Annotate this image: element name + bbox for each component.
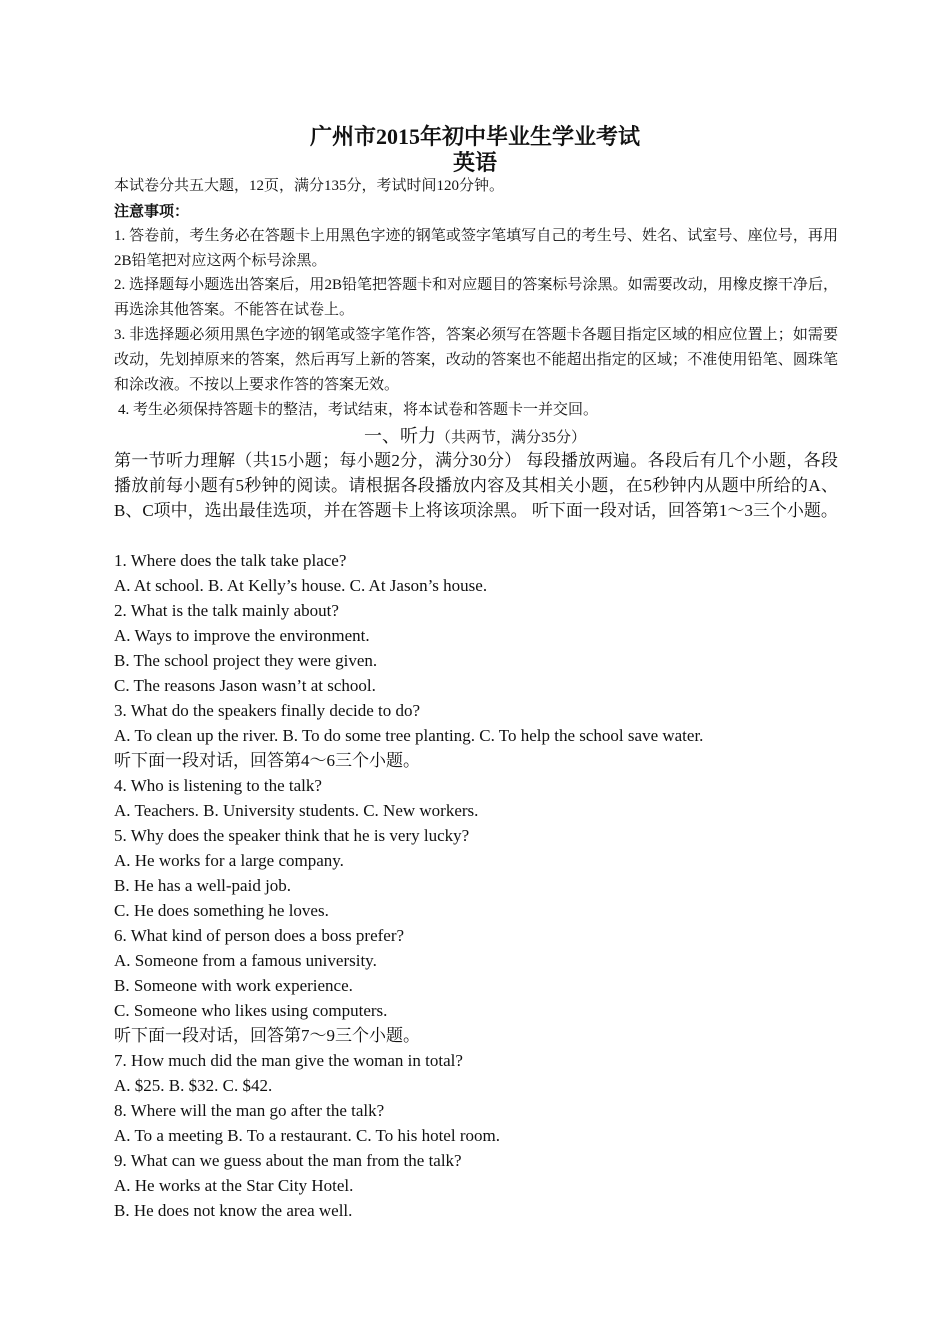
question-line: 3. What do the speakers finally decide to do?	[114, 701, 421, 720]
section-heading-title: 一、听力	[363, 426, 436, 446]
notice-item-2: 2. 选择题每小题选出答案后，用2B铅笔把答题卡和对应题目的答案标号涂黑。如需要改动，用橡皮擦干净后，再选涂其他答案。不能答在试卷上。	[114, 277, 838, 318]
question-line: B. The school project they were given.	[114, 651, 378, 670]
notice-item-3: 3. 非选择题必须用黑色字迹的钢笔或签字笔作答，答案必须写在答题卡各题目指定区域的相应位置上；如需要改动，先划掉原来的答案，然后再写上新的答案，改动的答案也不能超出指定的区域；不准使用铅笔、圆珠笔和涂改液。不按以上要求作答的答案无效。	[114, 327, 838, 393]
question-line: C. The reasons Jason wasn’t at school.	[114, 676, 376, 695]
question-line: 8. Where will the man go after the talk?	[114, 1101, 385, 1120]
question-line: A. $25. B. $32. C. $42.	[114, 1076, 273, 1095]
question-line: B. He has a well-paid job.	[114, 876, 292, 895]
question-line: 9. What can we guess about the man from the talk?	[114, 1151, 462, 1170]
exam-subject: 英语	[452, 150, 497, 175]
question-line: A. Ways to improve the environment.	[114, 626, 370, 645]
question-line: 6. What kind of person does a boss prefer?	[114, 926, 405, 945]
question-line: A. To clean up the river. B. To do some tree planting. C. To help the school save water.	[114, 726, 704, 745]
notice-heading: 注意事项：	[114, 204, 190, 220]
exam-intro: 本试卷分共五大题，12页，满分135分，考试时间120分钟。	[114, 178, 505, 194]
question-line: C. He does something he loves.	[114, 901, 329, 920]
notice-item-1: 1. 答卷前，考生务必在答题卡上用黑色字迹的钢笔或签字笔填写自己的考生号、姓名、试室号、座位号，再用2B铅笔把对应这两个标号涂黑。	[114, 228, 838, 269]
question-line: A. He works at the Star City Hotel.	[114, 1176, 354, 1195]
question-line: 听下面一段对话，回答第7～9三个小题。	[114, 1026, 420, 1045]
section-heading-note: （共两节，满分35分）	[435, 430, 586, 446]
question-list	[114, 548, 838, 1223]
question-line: 7. How much did the man give the woman in total?	[114, 1051, 463, 1070]
question-line: A. At school. B. At Kelly’s house. C. At Jason’s house.	[114, 576, 488, 595]
question-line: 听下面一段对话，回答第4～6三个小题。	[114, 751, 420, 770]
question-line: 4. Who is listening to the talk?	[114, 776, 322, 795]
question-line: C. Someone who likes using computers.	[114, 1001, 388, 1020]
section-instructions: 第一节听力理解（共15小题；每小题2分，满分30分） 每段播放两遍。各段后有几个小题，各段播放前每小题有5秒钟的阅读。请根据各段播放内容及其相关小题，在5秒钟内从题中所给的A、B、C项中，选出最佳选项，并在答题卡上将该项涂黑。 听下面一段对话，回答第1～3三个小题。	[114, 451, 838, 520]
question-line: B. Someone with work experience.	[114, 976, 353, 995]
question-line: A. Someone from a famous university.	[114, 951, 377, 970]
question-line: A. To a meeting B. To a restaurant. C. To his hotel room.	[114, 1126, 500, 1145]
question-line: A. Teachers. B. University students. C. New workers.	[114, 801, 479, 820]
section-heading	[0, 424, 950, 450]
question-line: 5. Why does the speaker think that he is very lucky?	[114, 826, 470, 845]
question-line: A. He works for a large company.	[114, 851, 344, 870]
notice-item-4: 4. 考生必须保持答题卡的整洁，考试结束，将本试卷和答题卡一并交回。	[118, 402, 599, 418]
question-line: 2. What is the talk mainly about?	[114, 601, 339, 620]
question-line: 1. Where does the talk take place?	[114, 551, 347, 570]
exam-title: 广州市2015年初中毕业生学业考试	[309, 124, 640, 149]
question-line: B. He does not know the area well.	[114, 1201, 353, 1220]
